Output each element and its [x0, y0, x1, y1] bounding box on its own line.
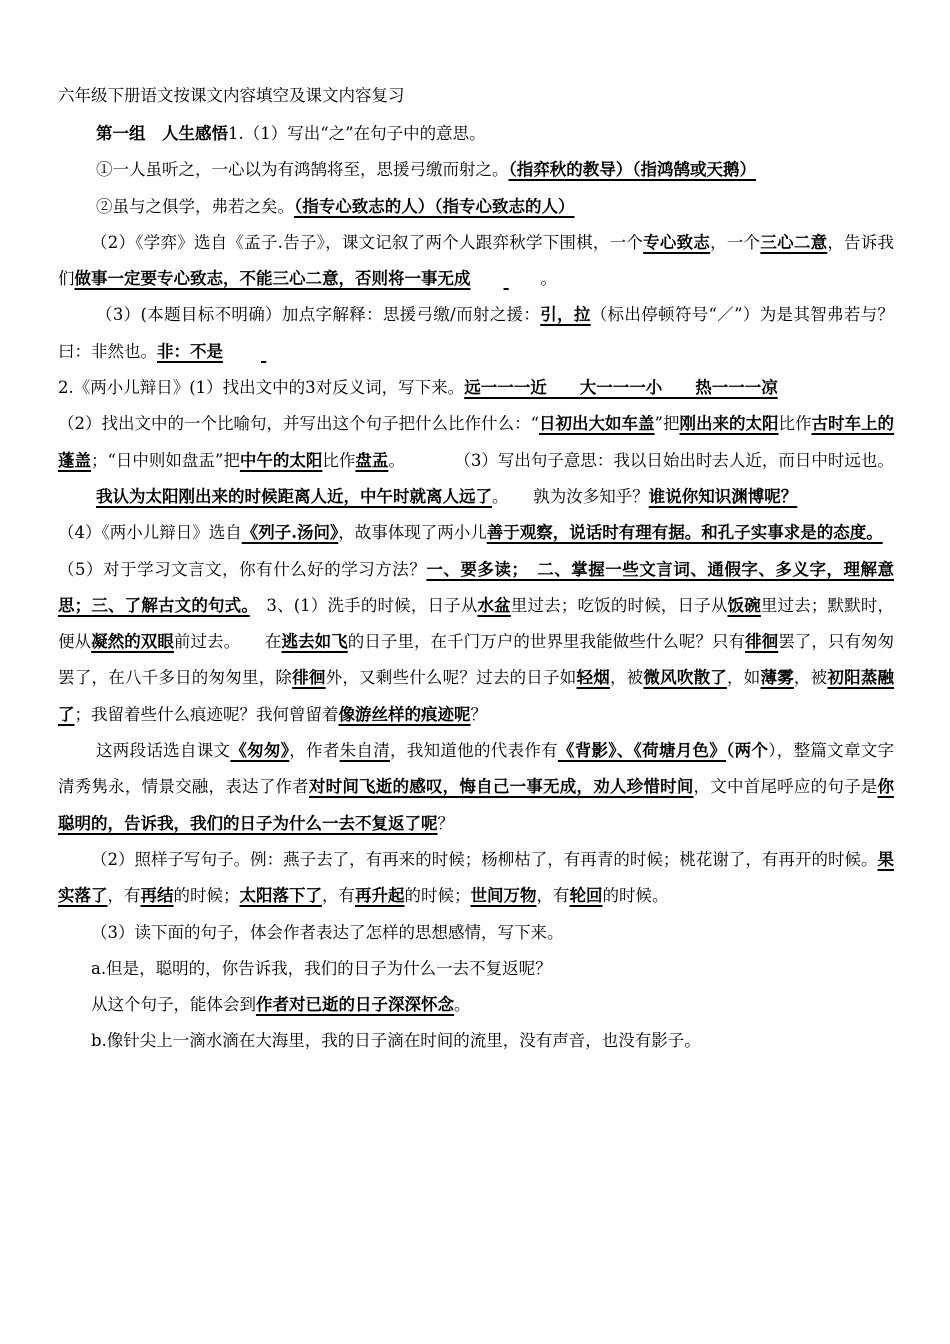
- answer: 中午的太阳: [239, 450, 323, 470]
- section-1-question-1: 第一组 人生感悟1.（1）写出“之”在句子中的意思。: [96, 124, 486, 143]
- answer: 再结: [140, 886, 174, 906]
- answer: 像游丝样的痕迹呢: [338, 704, 471, 724]
- blank-line: [471, 261, 541, 297]
- answer: 微风吹散了: [643, 668, 728, 688]
- answer: 一、要多读； 二、掌握一些文言词、通假字、多义字，理解意思；三、了解古文的句式。: [58, 559, 895, 615]
- question-3-part-2: （2）照样子写句子。例：燕子去了，有再来的时候；杨柳枯了，有再青的时候；桃花谢了，有再开的时候。果实落了，有再结的时候；太阳落下了，有再升起的时候；世间万物，有轮回的时候。: [58, 849, 894, 906]
- page-title: 六年级下册语文按课文内容填空及课文内容复习: [58, 86, 405, 105]
- question-2-part-2: （2）找出文中的一个比喻句，并写出这个句子把什么比作什么：“日初出大如车盖”把刚出来的太阳比作古时车上的蓬盖；“日中则如盘盂”把中午的太阳比作盘盂。 （3）写出句子意思：我以日始出时去人近，而日中时远也。: [58, 414, 895, 470]
- answer: 远一一一近 大一一一小 热一一一凉: [464, 378, 778, 398]
- document-body: [58, 78, 894, 1060]
- answer: 三心二意: [760, 232, 828, 252]
- question-2-part-4: （4）《两小儿辩日》选自《列子.汤问》，故事体现了两小儿善于观察，说话时有理有据。和孔子实事求是的态度。: [58, 523, 883, 543]
- blank-line: [223, 334, 263, 370]
- answer: 专心致志: [643, 232, 711, 252]
- answer: 我认为太阳刚出来的时候距离人近，中午时就离人远了: [96, 486, 492, 506]
- answer: 善于观察，说话时有理有据。和孔子: [486, 523, 751, 543]
- answer: （指弈秋的教导）（指鸿鹄或天鹅）: [508, 160, 756, 180]
- answer: 实事求是的态度。: [750, 523, 883, 543]
- section-heading: 第一组 人生感悟: [96, 124, 228, 143]
- sentence-a: a.但是，聪明的，你告诉我，我们的日子为什么一去不复返呢？: [91, 958, 552, 978]
- answer: 轻烟: [576, 668, 610, 688]
- question-2-translation: 我认为太阳刚出来的时候距离人近，中午时就离人远了。 孰为汝多知乎？谁说你知识渊博呢？: [96, 486, 798, 506]
- answer: 饭碗: [727, 595, 761, 615]
- answer: 非：不是: [157, 341, 223, 361]
- question-1-item-2: ②虽与之俱学，弗若之矣。（指专心致志的人）（指专心致志的人）: [96, 196, 575, 216]
- answer: 你聪明的，告诉我，我们的日子为什么一去不复返了呢: [58, 777, 895, 833]
- answer: 初阳蒸融了: [58, 668, 895, 724]
- answer: （指专心致志的人）（指专心致志的人）: [294, 196, 575, 216]
- question-3-part-3: （3）读下面的句子，体会作者表达了怎样的思想感情，写下来。: [91, 922, 564, 942]
- sentence-b: b.像针尖上一滴水滴在大海里，我的日子滴在时间的流里，没有声音，也没有影子。: [91, 1031, 701, 1051]
- answer: 日初出大如车盖: [539, 414, 655, 434]
- question-2-part-5-and-question-3: （5）对于学习文言文，你有什么好的学习方法？一、要多读； 二、掌握一些文言词、通假字、多义字，理解意思；三、了解古文的句式。 3、(1）洗手的时候，日子从水盆里过去；吃饭的时候，日子从饭碗里过去；默默时，便从凝然的双眼前过去。 在逃去如飞的日子里，在千门万户的世界里我能做些什么呢？只有徘徊罢了，只有匆匆罢了，在八千多日的匆匆里，除徘徊外，又剩些什么呢？过去的日子如轻烟，被微风吹散了，如薄雾，被初阳蒸融了；我留着些什么痕迹呢？我何曾留着像游丝样的痕迹呢？: [58, 559, 895, 724]
- answer: 盘盂: [355, 450, 389, 470]
- question-1-item-1: ①一人虽听之，一心以为有鸿鹄将至，思援弓缴而射之。（指弈秋的教导）（指鸿鹄或天鹅）: [96, 160, 756, 180]
- answer: 朱自清: [339, 741, 390, 761]
- question-1-part-2: （2）《学弈》选自《孟子.告子》，课文记叙了两个人跟弈秋学下围棋，一个专心致志，一个三心二意，告诉我们做事一定要专心致志，不能三心二意，否则将一事无成 。: [58, 225, 894, 298]
- answer: 《列子.汤问》: [241, 523, 339, 543]
- answer: 太阳落下了: [239, 886, 322, 906]
- answer: 世间万物: [470, 886, 537, 906]
- answer: 凝然的双眼: [91, 632, 174, 652]
- answer: 谁说你知识渊博呢？: [648, 486, 798, 506]
- question-3-source: 这两段话选自课文《匆匆》，作者朱自清，我知道他的代表作有《背影》、《荷塘月色》（两个），整篇文章文字清秀隽永，情景交融，表达了作者对时间飞逝的感叹，悔自己一事无成，劝人珍惜时间，文中首尾呼应的句子是你聪明的，告诉我，我们的日子为什么一去不复返了呢？: [58, 741, 895, 833]
- answer: 对时间飞逝的感叹，悔自己一事无成，劝人珍惜时间: [308, 777, 694, 797]
- answer: 引，拉: [540, 305, 591, 325]
- question-1-part-3: （3）(本题目标不明确）加点字解释：思援弓缴/而射之援：引，拉（标出停顿符号“／”）为是其智弗若与？曰：非然也。非：不是: [58, 297, 894, 370]
- answer: 薄雾: [760, 668, 794, 688]
- answer: 徘徊: [292, 668, 326, 688]
- answer: 轮回: [569, 886, 603, 906]
- answer: 古时车上的蓬盖: [58, 414, 895, 470]
- answer-note: （两个: [726, 741, 769, 761]
- answer: 再升起: [355, 886, 405, 906]
- answer: 徘徊: [745, 632, 779, 652]
- answer: 《背影》、《荷塘月色》: [557, 741, 727, 761]
- question-2-part-1: 2.《两小儿辩日》(1）找出文中的3对反义词，写下来。远一一一近 大一一一小 热一一一凉: [58, 378, 778, 398]
- answer: 逃去如飞: [281, 632, 348, 652]
- answer: 刚出来的太阳: [679, 414, 779, 434]
- answer: 水盆: [477, 595, 511, 615]
- answer: 果实落了: [58, 849, 894, 906]
- answer: 做事一定要专心致志，不能三心二意，否则将一事无成: [74, 269, 471, 289]
- answer: 《匆匆》: [230, 741, 290, 761]
- sentence-a-answer: 从这个句子，能体会到作者对已逝的日子深深怀念。: [91, 995, 471, 1015]
- answer: 作者对已逝的日子深深怀念: [256, 995, 454, 1015]
